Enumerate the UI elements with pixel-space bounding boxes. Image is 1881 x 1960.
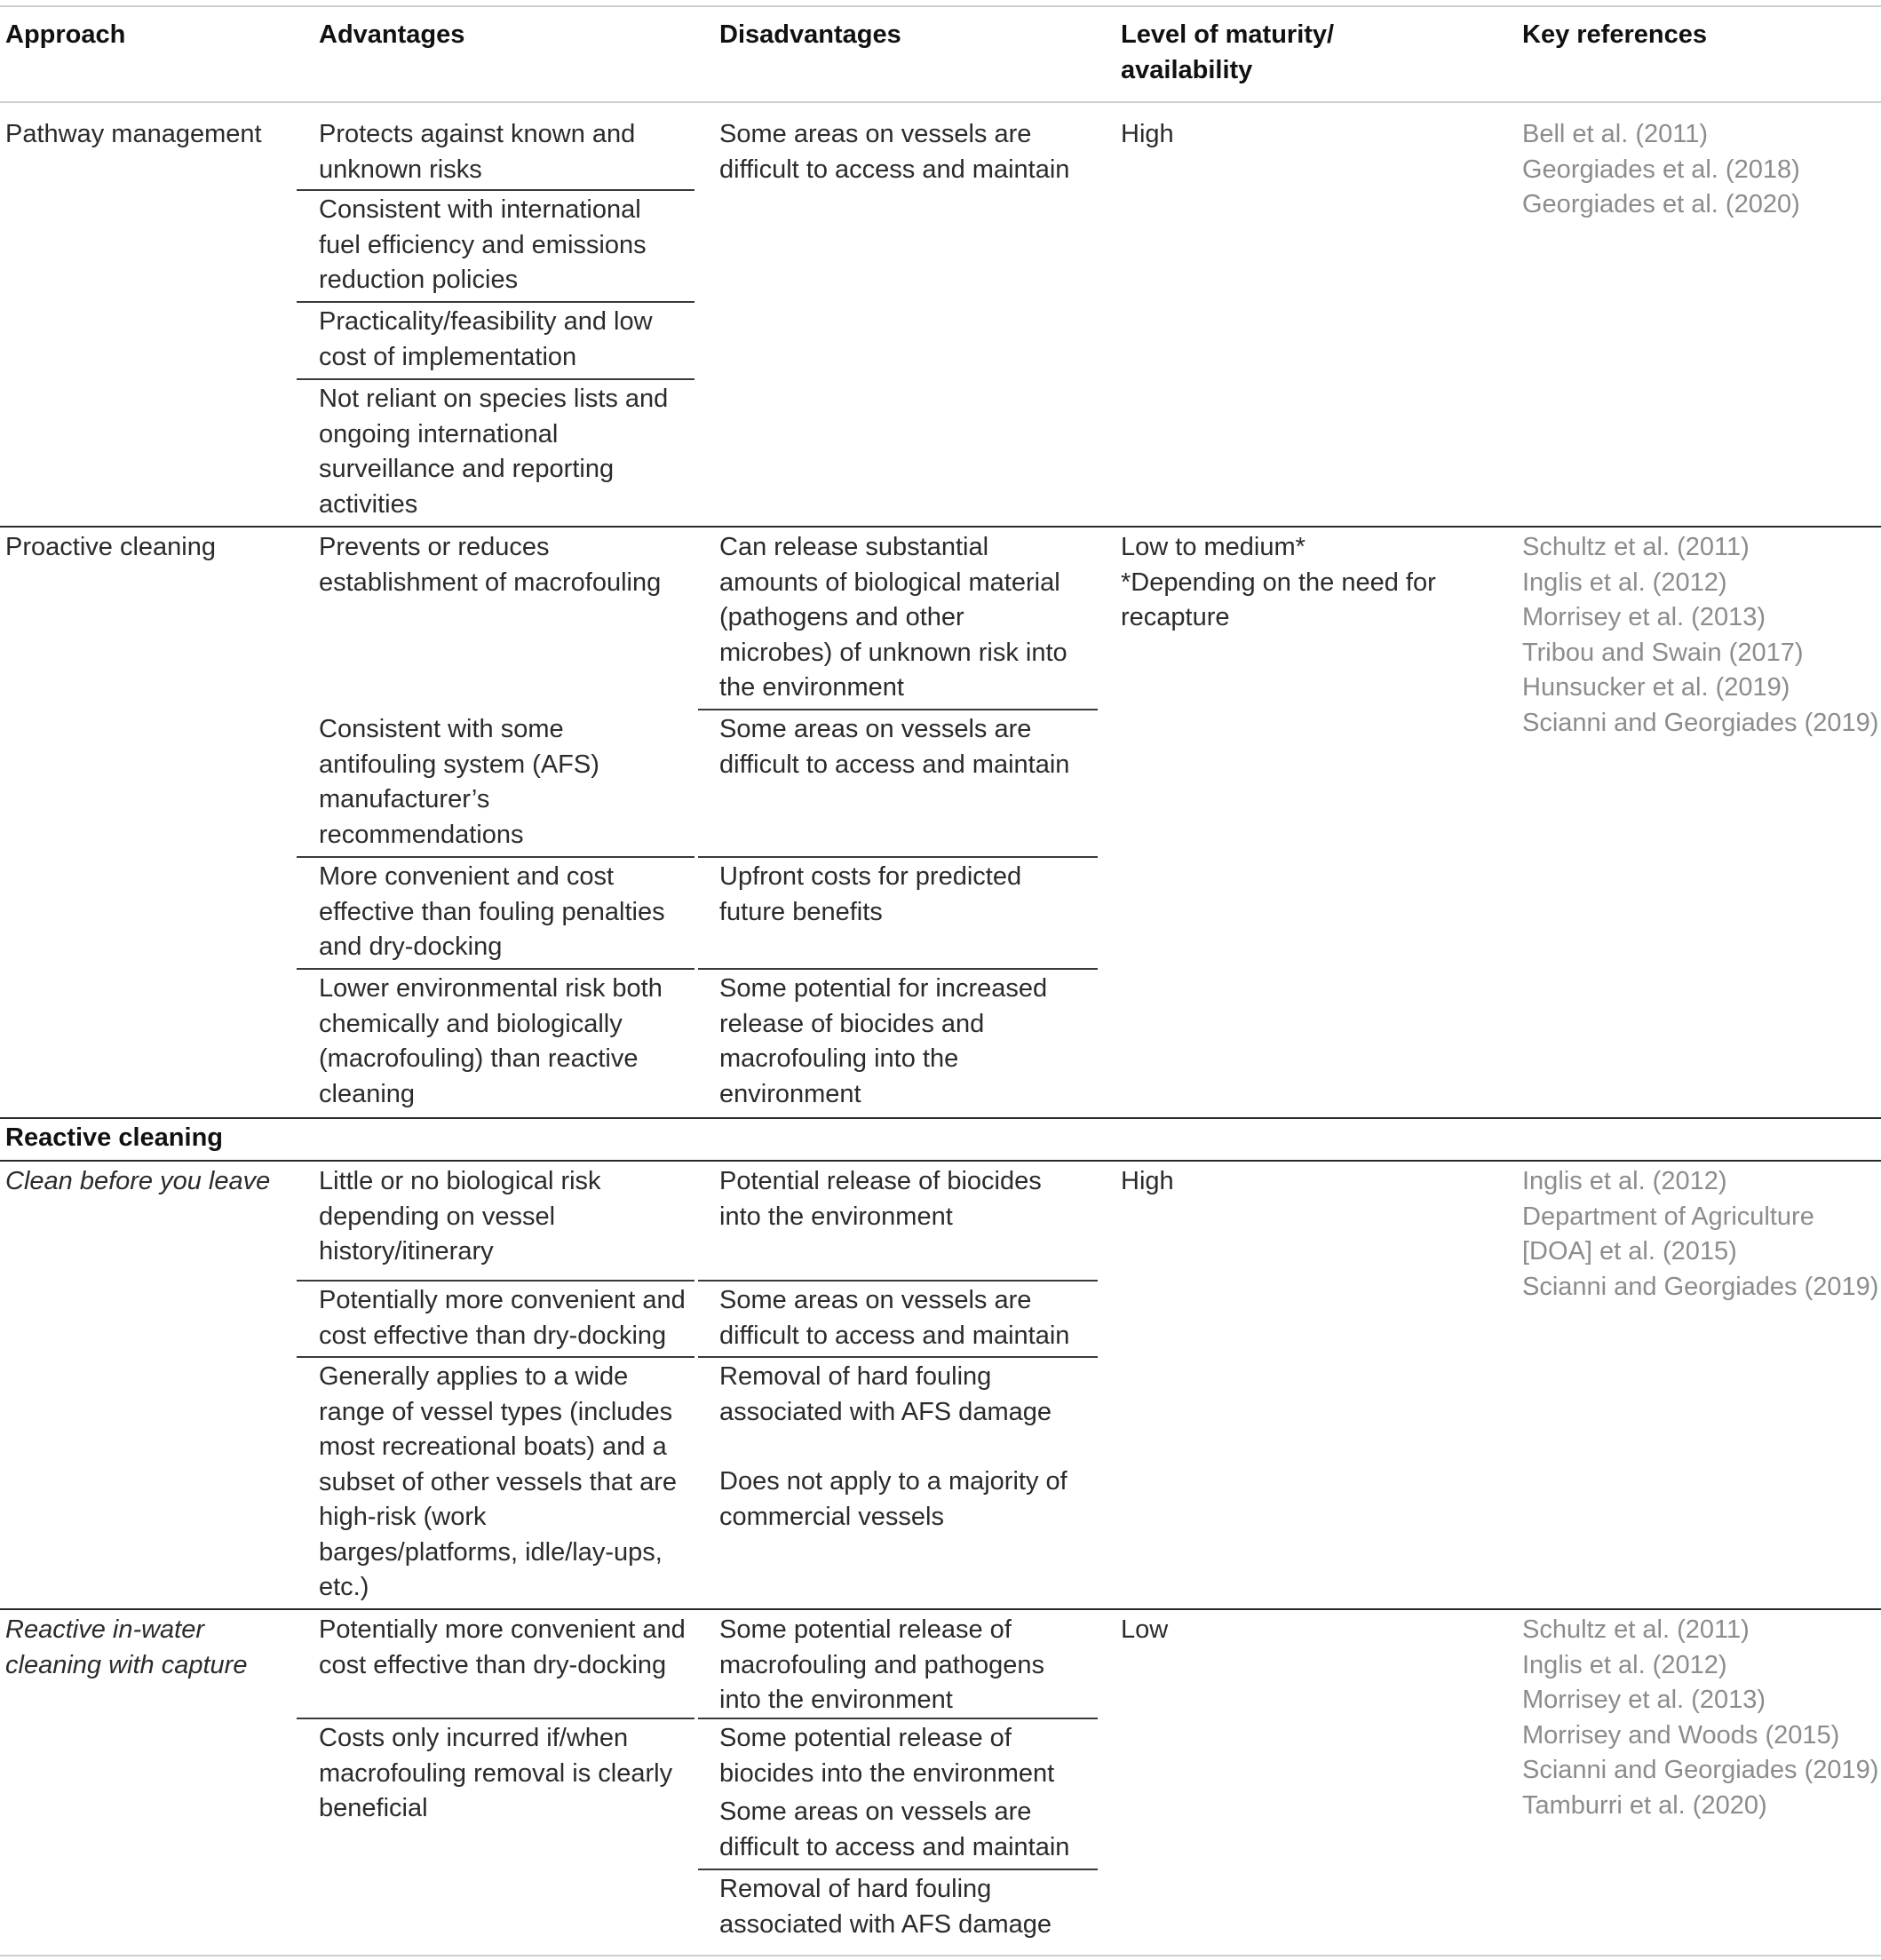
disadvantage-divider: [698, 1280, 1098, 1282]
disadvantage-item: Some areas on vessels are difficult to access and maintain: [719, 120, 1070, 184]
maturity-pathway: High: [1121, 120, 1174, 148]
references-clean-before: Inglis et al. (2012) Department of Agriculture [DOA] et al. (2015) Scianni and Georgiades (2019): [1522, 1167, 1879, 1301]
advantage-item: Consistent with some antifouling system (AFS) manufacturer’s recommendations: [319, 715, 599, 849]
disadvantage-divider: [698, 856, 1098, 858]
approach-proactive: Proactive cleaning: [5, 533, 216, 561]
approach-reactive-in-water: Reactive in-water cleaning with capture: [5, 1615, 248, 1679]
row-rule-clean-before: [0, 1608, 1881, 1610]
disadvantage-item: Some potential for increased release of biocides and macrofouling into the environment: [719, 974, 1048, 1108]
advantage-item: Not reliant on species lists and ongoing international surveillance and reporting activities: [319, 385, 669, 519]
advantage-divider: [297, 189, 694, 191]
approach-clean-before-you-leave: Clean before you leave: [5, 1167, 271, 1195]
header-advantages: Advantages: [319, 20, 465, 49]
advantage-item: Potentially more convenient and cost effective than dry-docking: [319, 1286, 686, 1350]
advantage-divider: [297, 1280, 694, 1282]
header-maturity: Level of maturity/ availability: [1121, 20, 1335, 84]
disadvantage-item: Upfront costs for predicted future benefits: [719, 862, 1022, 926]
disadvantage-item: Potential release of biocides into the environment: [719, 1167, 1042, 1231]
disadvantage-item: Can release substantial amounts of biological material (pathogens and other microbes) of unknown risk into the environment: [719, 533, 1067, 702]
approach-pathway: Pathway management: [5, 120, 262, 148]
advantage-item: Prevents or reduces establishment of macrofouling: [319, 533, 662, 597]
advantage-divider: [297, 1718, 694, 1719]
disadvantage-item: Some areas on vessels are difficult to access and maintain: [719, 1286, 1070, 1350]
advantage-divider: [297, 301, 694, 303]
header-bottom-rule: [0, 101, 1881, 103]
header-approach: Approach: [5, 20, 126, 49]
disadvantage-divider: [698, 709, 1098, 710]
advantage-item: Little or no biological risk depending on vessel history/itinerary: [319, 1167, 601, 1266]
disadvantage-item: Some potential release of macrofouling and pathogens into the environment: [719, 1615, 1044, 1714]
disadvantage-item: Does not apply to a majority of commercial vessels: [719, 1467, 1067, 1531]
table-top-rule: [0, 5, 1881, 7]
table-bottom-rule: [0, 1955, 1881, 1956]
advantage-item: More convenient and cost effective than fouling penalties and dry-docking: [319, 862, 665, 961]
advantage-divider: [297, 378, 694, 380]
disadvantage-item: Some areas on vessels are difficult to access and maintain: [719, 715, 1070, 779]
advantage-item: Lower environmental risk both chemically and biologically (macrofouling) than reactive cleaning: [319, 974, 663, 1108]
maturity-reactive-capture: Low: [1121, 1615, 1169, 1644]
row-rule-pathway: [0, 526, 1881, 528]
maturity-proactive: Low to medium* *Depending on the need for recapture: [1121, 533, 1436, 631]
advantage-item: Generally applies to a wide range of vessel types (includes most recreational boats) and a subset of other vessels that are high-risk (work barges/platforms, idle/lay-ups, etc.): [319, 1362, 677, 1601]
disadvantage-item: Some potential release of biocides into the environment: [719, 1724, 1055, 1788]
advantage-item: Potentially more convenient and cost effective than dry-docking: [319, 1615, 686, 1679]
references-pathway: Bell et al. (2011) Georgiades et al. (2018) Georgiades et al. (2020): [1522, 120, 1800, 218]
advantage-item: Consistent with international fuel efficiency and emissions reduction policies: [319, 195, 647, 294]
advantage-divider: [297, 968, 694, 970]
advantage-item: Costs only incurred if/when macrofouling removal is clearly beneficial: [319, 1724, 673, 1822]
advantage-item: Protects against known and unknown risks: [319, 120, 636, 184]
advantage-item: Practicality/feasibility and low cost of implementation: [319, 307, 653, 371]
references-proactive: Schultz et al. (2011) Inglis et al. (2012) Morrisey et al. (2013) Tribou and Swain (2017) Hunsucker et al. (2019) Scianni and Georgiades (2019): [1522, 533, 1879, 737]
header-disadvantages: Disadvantages: [719, 20, 901, 49]
row-rule-group: [0, 1160, 1881, 1162]
disadvantage-item: Removal of hard fouling associated with AFS damage: [719, 1362, 1052, 1426]
disadvantage-item: Some areas on vessels are difficult to access and maintain: [719, 1797, 1070, 1861]
header-references: Key references: [1522, 20, 1707, 49]
disadvantage-divider: [698, 968, 1098, 970]
group-heading-reactive: Reactive cleaning: [5, 1123, 223, 1152]
advantage-divider: [297, 856, 694, 858]
row-rule-proactive: [0, 1117, 1881, 1119]
disadvantage-divider: [698, 1356, 1098, 1358]
advantage-divider: [297, 1356, 694, 1358]
references-reactive-capture: Schultz et al. (2011) Inglis et al. (2012) Morrisey et al. (2013) Morrisey and Woods (2015) Scianni and Georgiades (2019) Tamburri et al. (2020): [1522, 1615, 1879, 1820]
disadvantage-item: Removal of hard fouling associated with AFS damage: [719, 1875, 1052, 1939]
maturity-clean-before: High: [1121, 1167, 1174, 1195]
disadvantage-divider: [698, 1869, 1098, 1870]
